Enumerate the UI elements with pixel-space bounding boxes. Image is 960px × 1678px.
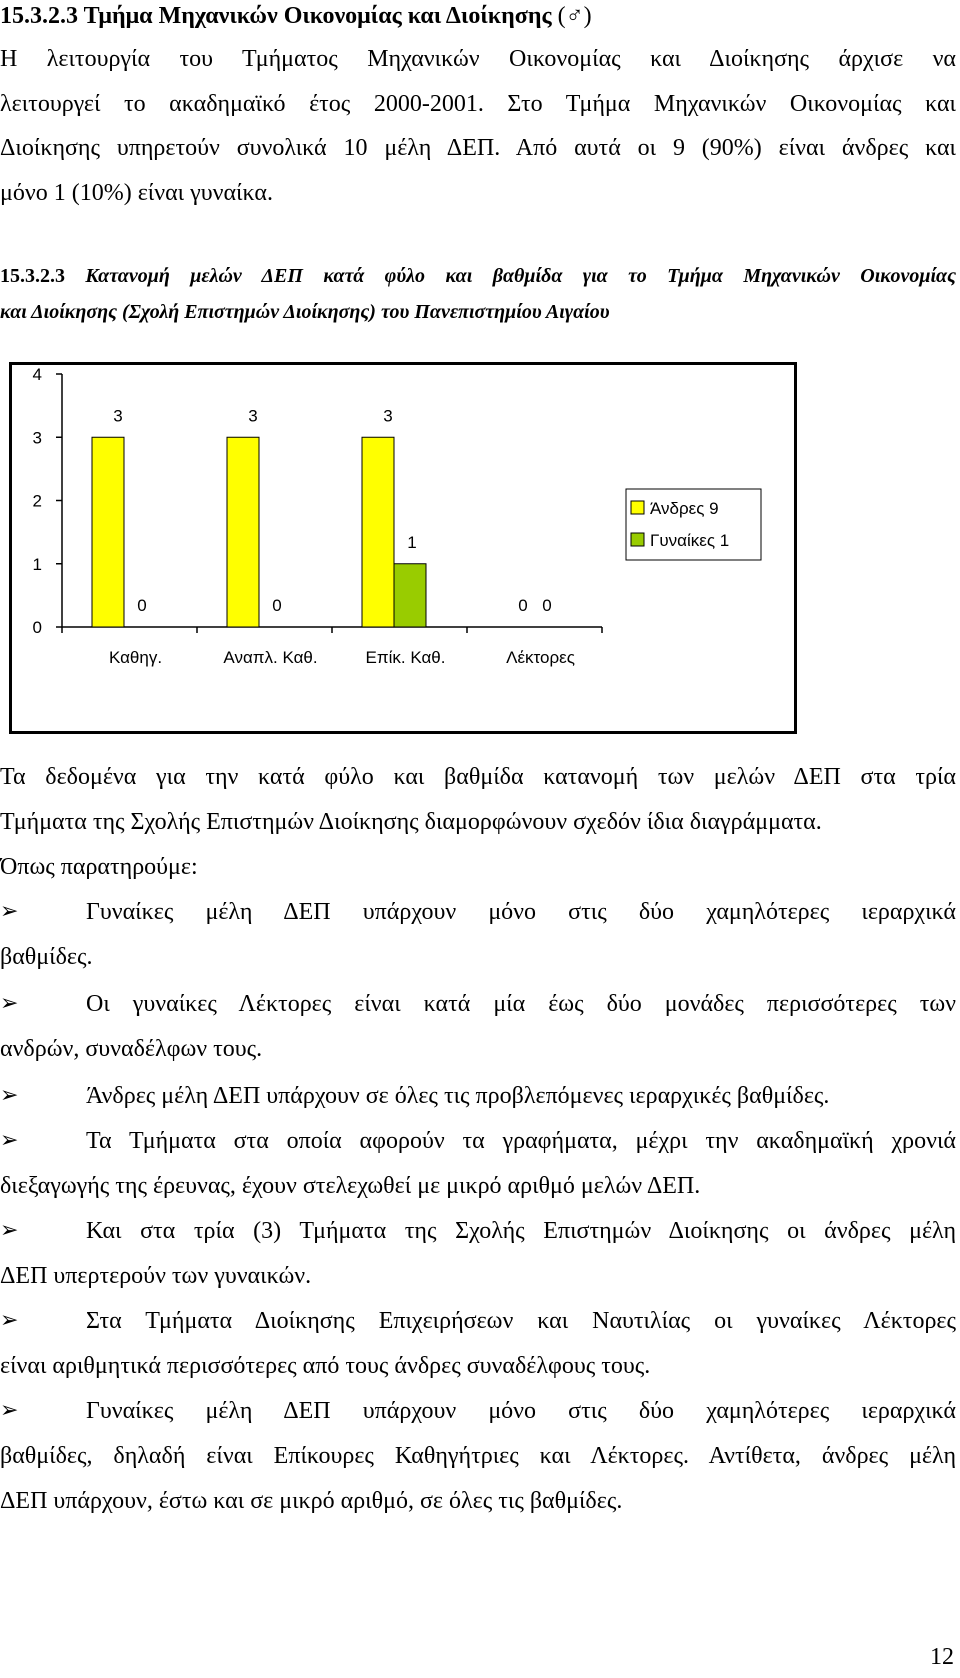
category-label: Καθηγ. [108,648,163,667]
bullet-continuation: βαθμίδες. [0,944,93,970]
y-tick-label: 2 [32,491,42,511]
bullet-arrow-icon: ➢ [0,991,19,1016]
intro-line: μόνο 1 (10%) είναι γυναίκα. [0,180,273,206]
chart-caption-number: 15.3.2.3 [0,265,65,287]
bullet-arrow-icon: ➢ [0,899,19,924]
data-label: 0 [542,596,552,615]
chart-caption-line1: Κατανομή μελών ΔΕΠ κατά φύλο και βαθμίδα για το Τμήμα Μηχανικών Οικονομίας [85,265,957,287]
bar-chart [9,362,797,734]
body-line: Τμήματα της Σχολής Επιστημών Διοίκησης διαμορφώνουν σχεδόν ίδια διαγράμματα. [0,809,822,835]
y-tick-label: 3 [32,428,42,448]
page-number: 12 [930,1644,954,1670]
bullet-arrow-icon: ➢ [0,1398,19,1423]
bullet-arrow-icon: ➢ [0,1083,19,1108]
bar-women [394,564,426,627]
intro-line: Η λειτουργία του Τμήματος Μηχανικών Οικονομίας και Διοίκησης άρχισε να [0,46,956,72]
y-tick-label: 4 [32,365,42,384]
data-label: 1 [407,532,417,552]
chart-canvas [12,365,794,731]
bullet-continuation: διεξαγωγής της έρευνας, έχουν στελεχωθεί με μικρό αριθμό μελών ΔΕΠ. [0,1173,701,1199]
bullet-continuation: βαθμίδες, δηλαδή είναι Επίκουρες Καθηγήτριες και Λέκτορες. Αντίθετα, άνδρες μέλη [0,1443,956,1469]
bullet-arrow-icon: ➢ [0,1218,19,1243]
data-label: 3 [248,406,258,426]
bullet-arrow-icon: ➢ [0,1308,19,1333]
bullet-text: Γυναίκες μέλη ΔΕΠ υπάρχουν μόνο στις δύο χαμηλότερες ιεραρχικά [86,1398,956,1424]
bullet-text: Γυναίκες μέλη ΔΕΠ υπάρχουν μόνο στις δύο χαμηλότερες ιεραρχικά [86,899,956,925]
section-heading [0,2,592,30]
bar-men [227,437,259,627]
body-line: Τα δεδομένα για την κατά φύλο και βαθμίδα κατανομή των μελών ΔΕΠ στα τρία [0,764,956,790]
data-label: 0 [272,596,282,615]
bar-men [92,437,124,627]
intro-line: λειτουργεί το ακαδημαϊκό έτος 2000-2001. Στο Τμήμα Μηχανικών Οικονομίας και [0,91,956,117]
y-tick-label: 0 [32,618,42,637]
chart-caption [0,262,956,290]
data-label: 3 [383,406,393,426]
bullet-continuation: είναι αριθμητικά περισσότερες από τους άνδρες συναδέλφους τους. [0,1353,651,1379]
bullet-continuation: ΔΕΠ υπάρχουν, έστω και σε μικρό αριθμό, σε όλες τις βαθμίδες. [0,1488,623,1514]
bar-men [362,437,394,627]
bullet-arrow-icon: ➢ [0,1128,19,1153]
bullet-continuation: ανδρών, συναδέλφων τους. [0,1036,263,1062]
bullet-continuation: ΔΕΠ υπερτερούν των γυναικών. [0,1263,312,1289]
category-label: Αναπλ. Καθ. [223,648,318,667]
data-label: 0 [137,596,147,615]
data-label: 0 [518,596,528,615]
bullet-text: Οι γυναίκες Λέκτορες είναι κατά μία έως δύο μονάδες περισσότερες των [86,991,956,1017]
legend-label: Γυναίκες 1 [650,531,730,550]
bullet-text: Άνδρες μέλη ΔΕΠ υπάρχουν σε όλες τις προβλεπόμενες ιεραρχικές βαθμίδες. [86,1083,830,1109]
category-label: Επίκ. Καθ. [365,648,446,667]
body-line: Όπως παρατηρούμε: [0,854,198,880]
chart-caption-line2: και Διοίκησης (Σχολή Επιστημών Διοίκησης) του Πανεπιστημίου Αιγαίου [0,301,610,323]
intro-line: Διοίκησης υπηρετούν συνολικά 10 μέλη ΔΕΠ. Από αυτά οι 9 (90%) είναι άνδρες και [0,135,956,161]
bullet-text: Στα Τμήματα Διοίκησης Επιχειρήσεων και Ναυτιλίας οι γυναίκες Λέκτορες [86,1308,956,1334]
data-label: 3 [113,406,123,426]
section-heading-text: 15.3.2.3 Τμήμα Μηχανικών Οικονομίας και Διοίκησης [0,3,552,29]
bullet-text: Και στα τρία (3) Τμήματα της Σχολής Επιστημών Διοίκησης οι άνδρες μέλη [86,1218,956,1244]
legend-swatch [631,501,644,514]
y-tick-label: 1 [32,554,42,574]
legend-swatch [631,533,644,546]
legend-label: Άνδρες 9 [650,499,719,518]
bullet-text: Τα Τμήματα στα οποία αφορούν τα γραφήματα, μέχρι την ακαδημαϊκή χρονιά [86,1128,956,1154]
category-label: Λέκτορες [506,648,575,667]
male-symbol: (♂) [557,3,592,29]
